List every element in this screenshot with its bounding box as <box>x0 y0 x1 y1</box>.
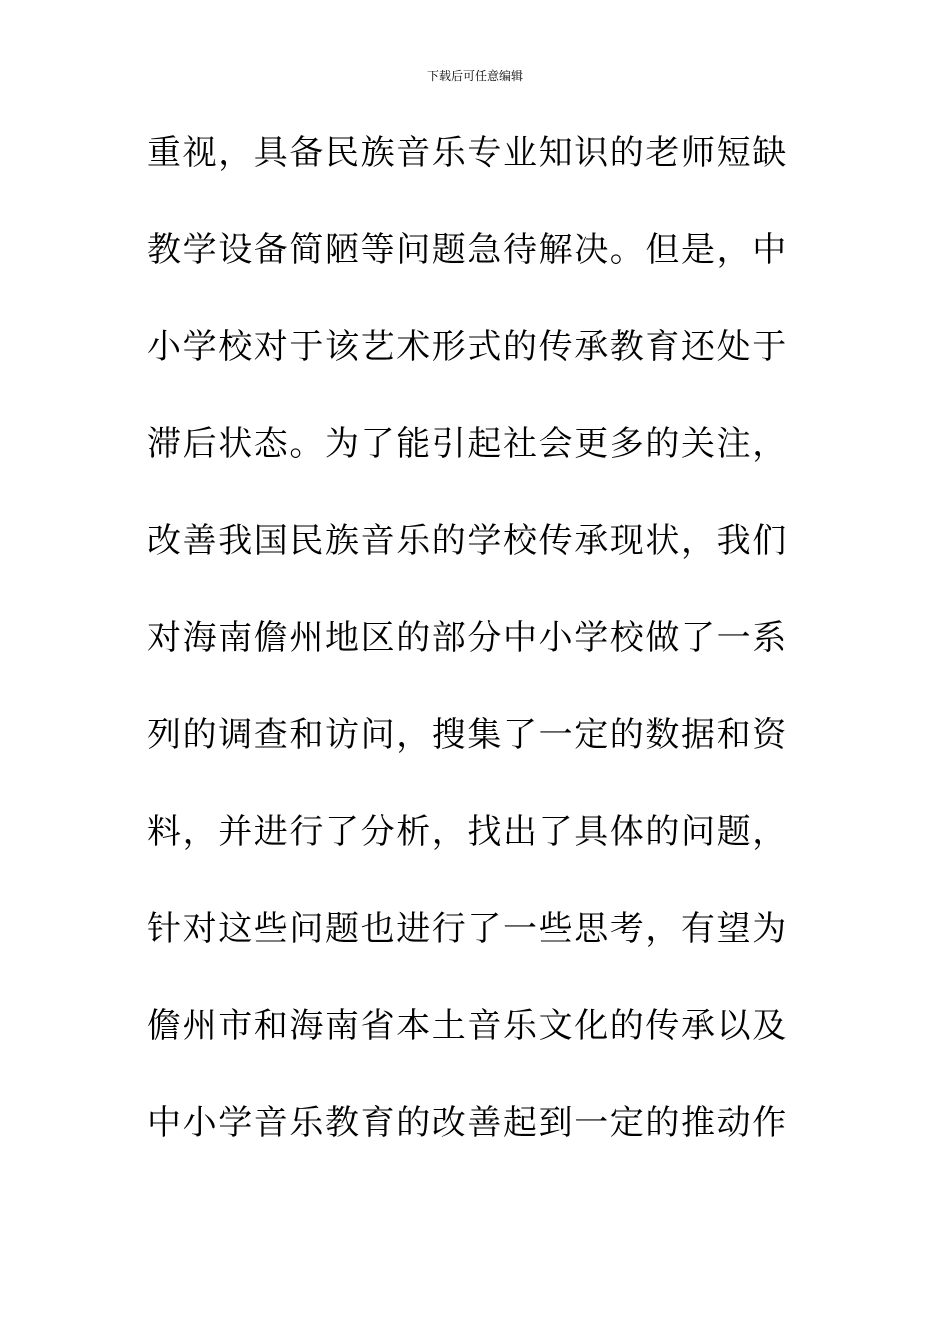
text-line: 滞后状态。为了能引起社会更多的关注， <box>147 424 788 464</box>
text-line: 改善我国民族音乐的学校传承现状，我们 <box>147 521 788 561</box>
document-body <box>147 125 807 1192</box>
text-line: 料，并进行了分析，找出了具体的问题， <box>147 812 788 852</box>
text-line: 儋州市和海南省本土音乐文化的传承以及 <box>147 1006 788 1046</box>
text-line: 重视，具备民族音乐专业知识的老师短缺 <box>147 133 788 173</box>
text-line: 小学校对于该艺术形式的传承教育还处于 <box>147 327 788 367</box>
text-line: 列的调查和访问，搜集了一定的数据和资 <box>147 715 788 755</box>
text-line: 对海南儋州地区的部分中小学校做了一系 <box>147 618 788 658</box>
text-line: 教学设备简陋等问题急待解决。但是，中 <box>147 230 788 270</box>
page-header-note: 下载后可任意编辑 <box>426 69 523 83</box>
text-line: 针对这些问题也进行了一些思考，有望为 <box>147 909 788 949</box>
text-line: 中小学音乐教育的改善起到一定的推动作 <box>147 1103 788 1143</box>
